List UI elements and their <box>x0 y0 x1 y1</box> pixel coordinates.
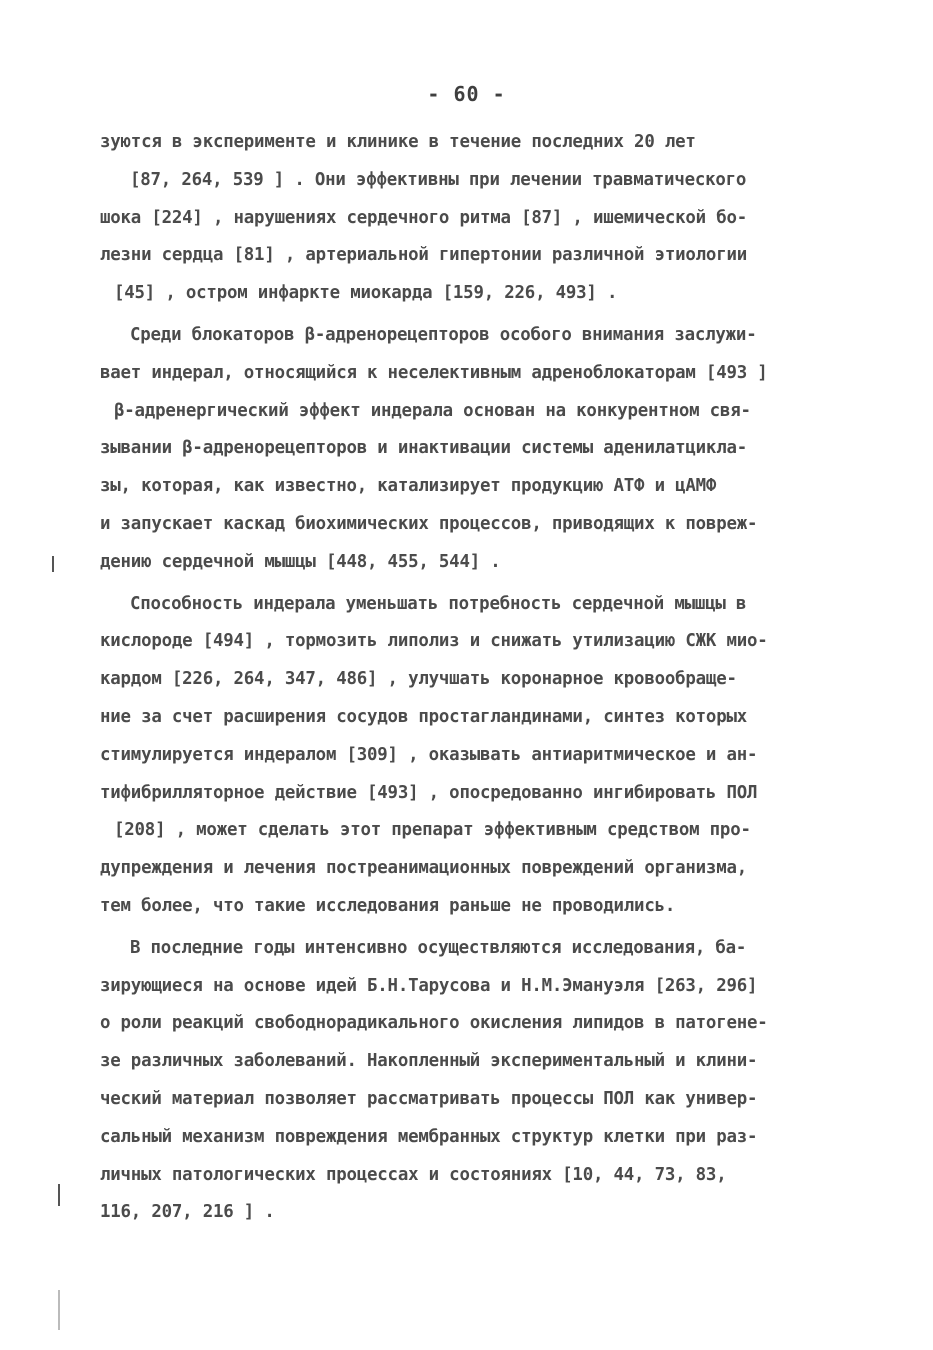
text-line: [208] , может сделать этот препарат эффективным средством про- <box>114 820 751 841</box>
text-line: β-адренергический эффект индерала основан на конкурентном свя- <box>114 400 751 421</box>
text-line: [87, 264, 539 ] . Они эффективны при лечении травматического <box>130 169 747 190</box>
text-line: кислороде [494] , тормозить липолиз и снижать утилизацию СЖК мио- <box>100 631 768 652</box>
text-line: дению сердечной мышцы [448, 455, 544] . <box>100 551 501 572</box>
margin-mark <box>58 1290 60 1330</box>
text-line: стимулируется индералом [309] , оказывать антиаритмическое и ан- <box>100 744 758 765</box>
text-line: 116, 207, 216 ] . <box>100 1202 275 1223</box>
text-line: зы, которая, как известно, катализирует продукцию АТФ и цАМФ <box>100 476 717 497</box>
text-line: В последние годы интенсивно осуществляются исследования, ба- <box>130 937 747 958</box>
text-line: кардом [226, 264, 347, 486] , улучшать коронарное кровообраще- <box>100 669 737 690</box>
text-line: ние за счет расширения сосудов простагландинами, синтез которых <box>100 706 748 727</box>
text-line: сальный механизм повреждения мембранных структур клетки при раз- <box>100 1126 758 1147</box>
page-number: - 60 - <box>427 82 506 106</box>
text-line: зуются в эксперименте и клинике в течение последних 20 лет <box>100 132 696 152</box>
text-line: ческий материал позволяет рассматривать процессы ПОЛ как универ- <box>100 1088 758 1109</box>
text-line: личных патологических процессах и состояниях [10, 44, 73, 83, <box>100 1164 727 1185</box>
text-line: зирующиеся на основе идей Б.Н.Тарусова и Н.М.Эмануэля [263, 296] <box>100 975 758 996</box>
text-line: дупреждения и лечения постреанимационных повреждений организма, <box>100 858 748 879</box>
body-text <box>100 124 860 1232</box>
text-line: лезни сердца [81] , артериальной гипертонии различной этиологии <box>100 245 748 266</box>
margin-mark <box>58 1184 60 1206</box>
margin-mark <box>52 556 54 572</box>
text-line: тем более, что такие исследования раньше не проводились. <box>100 895 676 916</box>
text-line: зывании β-адренорецепторов и инактивации системы аденилатцикла- <box>100 438 748 459</box>
text-line: Среди блокаторов β-адренорецепторов особого внимания заслужи- <box>130 324 757 345</box>
text-line: о роли реакций свободнорадикального окисления липидов в патогене- <box>100 1013 768 1034</box>
text-line: тифибрилляторное действие [493] , опосредованно ингибировать ПОЛ <box>100 782 758 803</box>
text-line: и запускает каскад биохимических процессов, приводящих к повреж- <box>100 513 758 534</box>
text-line: зе различных заболеваний. Накопленный экспериментальный и клини- <box>100 1051 758 1072</box>
text-line: вает индерал, относящийся к неселективным адреноблокаторам [493 ] <box>100 362 768 383</box>
text-line: шока [224] , нарушениях сердечного ритма [87] , ишемической бо- <box>100 207 748 228</box>
text-line: Способность индерала уменьшать потребность сердечной мышцы в <box>130 593 747 614</box>
text-line: [45] , остром инфаркте миокарда [159, 226, 493] . <box>114 283 618 304</box>
